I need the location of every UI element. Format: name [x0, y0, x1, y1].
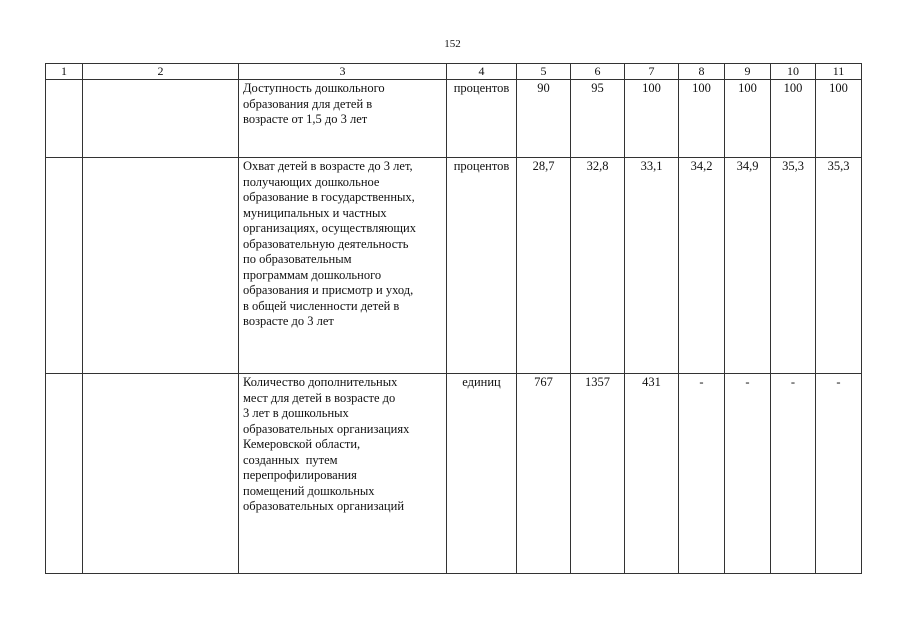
description-line: Количество дополнительных: [243, 375, 398, 389]
table-header-row: [46, 64, 862, 80]
value-cell: 100: [771, 80, 816, 158]
value-cell: -: [725, 374, 771, 574]
value-cell: 35,3: [816, 158, 862, 374]
description-line: образование в государственных,: [243, 190, 415, 204]
value-cell: 95: [571, 80, 625, 158]
row-index-cell: [46, 158, 83, 374]
column-header: 6: [571, 64, 625, 80]
unit-cell: процентов: [447, 80, 517, 158]
value-cell: 100: [625, 80, 679, 158]
unit-cell: процентов: [447, 158, 517, 374]
description-line: образовательную деятельность: [243, 236, 409, 251]
value-cell: 431: [625, 374, 679, 574]
description-line: организациях, осуществляющих: [243, 221, 416, 235]
value-cell: 34,2: [679, 158, 725, 374]
indicator-description: [239, 80, 447, 158]
column-header: 8: [679, 64, 725, 80]
indicator-description: [239, 374, 447, 574]
description-line: образовательных организаций: [243, 499, 405, 513]
description-line: возрасте от 1,5 до 3 лет: [243, 112, 368, 126]
value-cell: 767: [517, 374, 571, 574]
value-cell: 90: [517, 80, 571, 158]
value-cell: -: [679, 374, 725, 574]
column-header: 11: [816, 64, 862, 80]
description-line: мест для детей в возрасте до: [243, 390, 396, 405]
value-cell: 33,1: [625, 158, 679, 374]
value-cell: -: [816, 374, 862, 574]
column-header: 7: [625, 64, 679, 80]
description-line: в общей численности детей в: [243, 298, 400, 313]
description-line: получающих дошкольное: [243, 174, 380, 189]
value-cell: 28,7: [517, 158, 571, 374]
value-cell: 32,8: [571, 158, 625, 374]
value-cell: -: [771, 374, 816, 574]
value-cell: 35,3: [771, 158, 816, 374]
description-line: Охват детей в возрасте до 3 лет,: [243, 159, 413, 173]
table-row: [46, 374, 862, 574]
row-group-cell: [83, 374, 239, 574]
description-line: образования для детей в: [243, 96, 373, 111]
description-line: муниципальных и частных: [243, 205, 387, 220]
row-index-cell: [46, 374, 83, 574]
indicator-description: [239, 158, 447, 374]
description-line: образовательных организациях: [243, 421, 410, 436]
column-header: 4: [447, 64, 517, 80]
description-line: Кемеровской области,: [243, 437, 361, 451]
value-cell: 100: [679, 80, 725, 158]
column-header: 3: [239, 64, 447, 80]
description-line: помещений дошкольных: [243, 483, 375, 498]
value-cell: 1357: [571, 374, 625, 574]
description-line: Доступность дошкольного: [243, 81, 385, 95]
indicator-table: [45, 63, 862, 574]
value-cell: 34,9: [725, 158, 771, 374]
row-group-cell: [83, 80, 239, 158]
description-line: перепрофилирования: [243, 468, 357, 482]
column-header: 1: [46, 64, 83, 80]
table-row: [46, 158, 862, 374]
value-cell: 100: [816, 80, 862, 158]
description-line: программам дошкольного: [243, 267, 382, 282]
column-header: 5: [517, 64, 571, 80]
page-number: 152: [444, 38, 461, 50]
column-header: 10: [771, 64, 816, 80]
description-line: по образовательным: [243, 252, 352, 266]
table-row: [46, 80, 862, 158]
row-group-cell: [83, 158, 239, 374]
description-line: возрасте до 3 лет: [243, 314, 334, 328]
value-cell: 100: [725, 80, 771, 158]
description-line: 3 лет в дошкольных: [243, 406, 349, 420]
description-line: образования и присмотр и уход,: [243, 283, 414, 297]
description-line: созданных путем: [243, 452, 338, 467]
unit-cell: единиц: [447, 374, 517, 574]
row-index-cell: [46, 80, 83, 158]
column-header: 2: [83, 64, 239, 80]
column-header: 9: [725, 64, 771, 80]
